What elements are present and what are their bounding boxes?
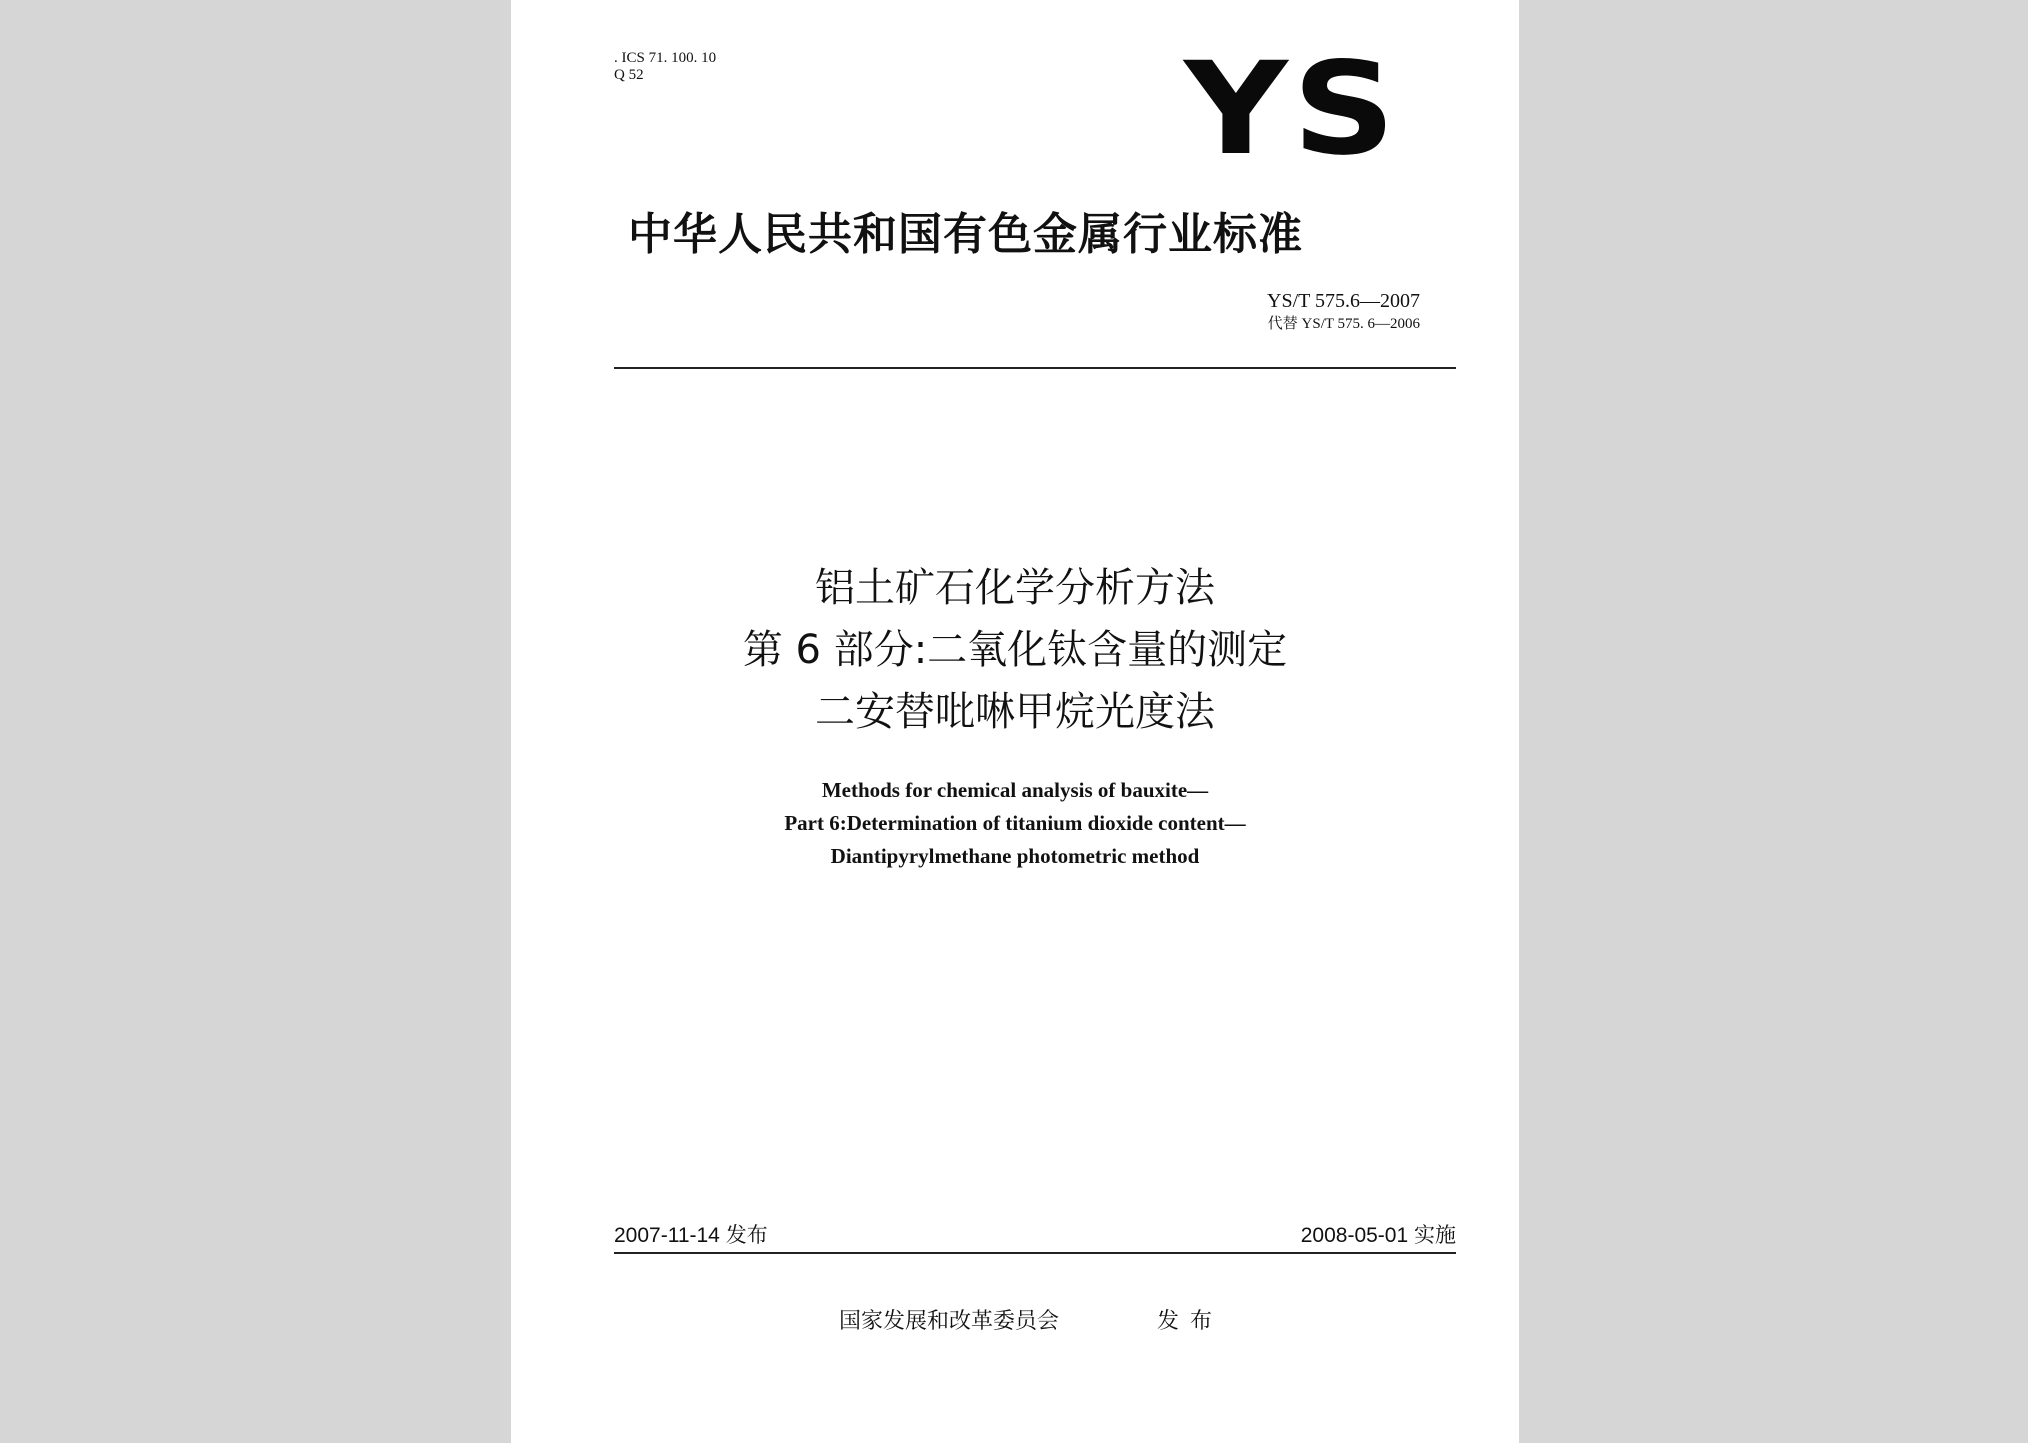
cn-title-line-3: 二安替吡啉甲烷光度法	[815, 689, 1215, 735]
standard-number: YS/T 575.6—2007	[1267, 290, 1420, 312]
publish-label: 发 布	[1157, 1309, 1214, 1334]
chinese-title	[511, 557, 1519, 743]
standard-category-title: 中华人民共和国有色金属行业标准	[628, 209, 1303, 260]
cn-title-line-2: 第 6 部分:二氧化钛含量的测定	[742, 627, 1288, 673]
english-title	[511, 774, 1519, 873]
ys-logo: YS	[1184, 35, 1401, 184]
document-page	[511, 0, 1519, 1443]
footer-divider	[614, 1252, 1456, 1254]
cn-title-line-1: 铝土矿石化学分析方法	[815, 565, 1215, 611]
ics-code: . ICS 71. 100. 10	[614, 50, 717, 66]
ccs-code: Q 52	[614, 67, 644, 83]
en-title-line-1: Methods for chemical analysis of bauxite—	[821, 778, 1209, 802]
publisher-name: 国家发展和改革委员会	[839, 1309, 1060, 1334]
issue-date: 2007-11-14 发布	[614, 1224, 768, 1247]
implementation-date: 2008-05-01 实施	[1300, 1224, 1456, 1247]
header-divider	[614, 367, 1456, 369]
en-title-line-2: Part 6:Determination of titanium dioxide content—	[784, 811, 1246, 835]
en-title-line-3: Diantipyrylmethane photometric method	[830, 844, 1200, 868]
replaces-standard: 代替 YS/T 575. 6—2006	[1267, 316, 1420, 332]
